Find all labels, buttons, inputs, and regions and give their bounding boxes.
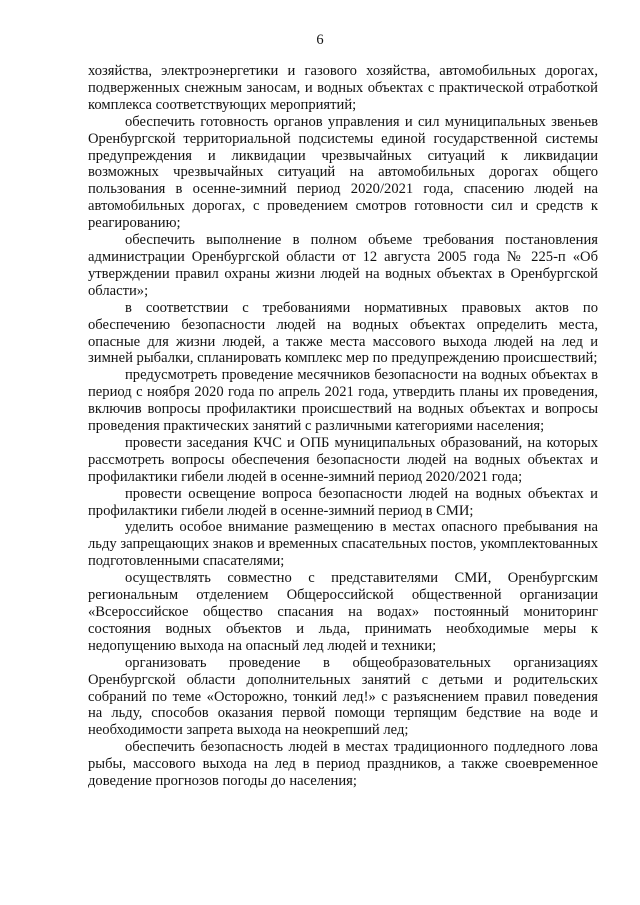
document-body	[88, 63, 598, 790]
paragraph: обеспечить безопасность людей в местах традиционного подледного лова рыбы, массового выхода на лед в период праздников, а также своевременное доведение прогнозов погоды до населения;	[88, 739, 598, 790]
paragraph: предусмотреть проведение месячников безопасности на водных объектах в период с ноября 2020 года по апрель 2021 года, утвердить планы их проведения, включив вопросы профилактики происшествий на водных объектах и вопросы проведения практических занятий с различными категориями населения;	[88, 367, 598, 435]
paragraph: обеспечить выполнение в полном объеме требования постановления администрации Оренбургской области от 12 августа 2005 года № 225-п «Об утверждении правил охраны жизни людей на водных объектах в Оренбургской области»;	[88, 232, 598, 299]
paragraph: уделить особое внимание размещению в местах опасного пребывания на льду запрещающих знаков и временных спасательных постов, укомплектованных подготовленными спасателями;	[88, 519, 598, 570]
paragraph: организовать проведение в общеобразовательных организациях Оренбургской области дополнительных занятий с детьми и родительских собраний по теме «Осторожно, тонкий лед!» с разъяснением правил поведения на льду, способов оказания первой помощи терпящим бедствие на воде и необходимости запрета выхода на неокрепший лед;	[88, 654, 598, 739]
paragraph: провести освещение вопроса безопасности людей на водных объектах и профилактики гибели людей в осенне-зимний период в СМИ;	[88, 485, 598, 519]
paragraph: провести заседания КЧС и ОПБ муниципальных образований, на которых рассмотреть вопросы обеспечения безопасности людей на водных объектах и профилактики гибели людей в осенне-зимний период 2020/2021 года;	[88, 434, 598, 485]
page-number: 6	[316, 32, 324, 48]
paragraph: обеспечить готовность органов управления и сил муниципальных звеньев Оренбургской территориальной подсистемы единой государственной системы предупреждения и ликвидации чрезвычайных ситуаций к ликвидации возможных чрезвычайных ситуаций на автомобильных дорогах общего пользования в осенне-зимний период 2020/2021 года, спасению людей на автомобильных дорогах, с проведением смотров готовности сил и средств к реагированию;	[88, 113, 598, 232]
paragraph-continuation: хозяйства, электроэнергетики и газового хозяйства, автомобильных дорогах, подверженных снежным заносам, и водных объектах с практической отработкой комплекса соответствующих мероприятий;	[88, 63, 598, 113]
paragraph: в соответствии с требованиями нормативных правовых актов по обеспечению безопасности людей на водных объектах определить места, опасные для жизни людей, а также места массового выхода людей на лед и зимней рыбалки, спланировать комплекс мер по предупреждению происшествий;	[88, 299, 598, 367]
paragraph: осуществлять совместно с представителями СМИ, Оренбургским региональным отделением Общероссийской общественной организации «Всероссийское общество спасания на водах» постоянный мониторинг состояния водных объектов и льда, принимать необходимые меры к недопущению выхода на опасный лед людей и техники;	[88, 570, 598, 654]
